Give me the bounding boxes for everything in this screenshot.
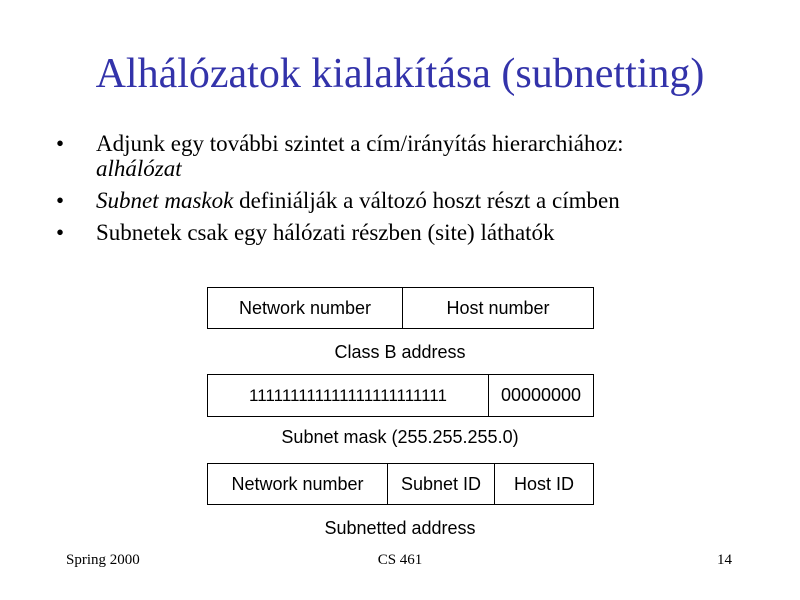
class-b-address-box (207, 287, 594, 329)
page-number: 14 (717, 552, 732, 568)
network-number-field: Network number (238, 297, 372, 318)
mask-zeros-field: 00000000 (488, 375, 593, 416)
network-number-field: Network number (231, 473, 364, 494)
bullet-marker: • (56, 220, 65, 245)
bullet-text: definiálják a változó hoszt részt a címben (233, 188, 620, 213)
subnet-mask-box (207, 374, 594, 417)
bullet-item (56, 188, 756, 213)
footer-left: Spring 2000 (66, 552, 140, 568)
bullet-emphasis: Subnet maskok (96, 188, 234, 213)
bullet-list (56, 131, 756, 252)
subnetted-caption: Subnetted address (324, 518, 476, 538)
bullet-item (56, 220, 756, 245)
class-b-caption: Class B address (334, 342, 466, 362)
bullet-text: Adjunk egy további szintet a cím/irányítás hierarchiához: (96, 131, 624, 156)
subnetted-address-box (207, 463, 594, 505)
bullet-marker: • (56, 188, 65, 213)
subnet-mask-caption: Subnet mask (255.255.255.0) (281, 427, 519, 447)
host-number-field: Host number (402, 288, 593, 328)
subnet-id-field: Subnet ID (387, 464, 494, 504)
host-id-field: Host ID (494, 464, 593, 504)
bullet-text: Subnetek csak egy hálózati részben (site) láthatók (96, 220, 555, 245)
bullet-emphasis: alhálózat (96, 156, 182, 181)
slide-title: Alhálózatok kialakítása (subnetting) (95, 51, 705, 97)
bullet-marker: • (56, 131, 65, 156)
footer-center: CS 461 (377, 552, 423, 568)
mask-ones-field: 111111111111111111111111 (249, 385, 447, 405)
bullet-item (56, 131, 756, 181)
